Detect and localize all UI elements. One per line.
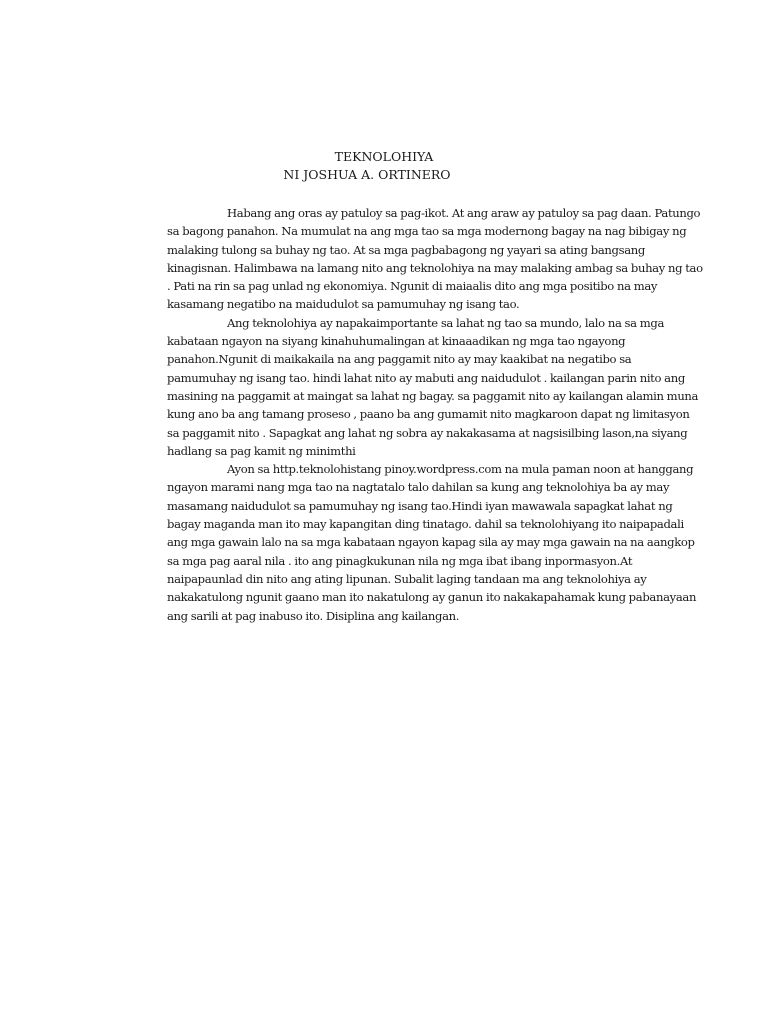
paragraph-1: Habang ang oras ay patuloy sa pag-ikot. At ang araw ay patuloy sa pag daan. Patungo sa bagong panahon. Na mumulat na ang mga tao sa mga modernong bagay na nag bibigay ng malaking tulong sa buhay ng tao. At sa mga pagbabagong ng yayari sa ating bangsang kinagisnan. Halimbawa na lamang nito ang teknolohiya na may malaking ambag sa buhay ng tao . Pati na rin sa pag unlad ng ekonomiya. Ngunit di maiaalis dito ang mga positibo na may kasamang negatibo na maidudulot sa pamumuhay ng isang tao. [167,206,703,312]
document-body [167,204,703,625]
document-title: TEKNOLOHIYA [334,149,434,164]
title-block [0,148,768,184]
paragraph-2: Ang teknolohiya ay napakaimportante sa lahat ng tao sa mundo, lalo na sa mga kabataan ngayon na siyang kinahuhumalingan at kinaaadikan ng mga tao ngayong panahon.Ngunit di maikakaila na ang paggamit nito ay may kaakibat na negatibo sa pamumuhay ng isang tao. hindi lahat nito ay mabuti ang naidudulot . kailangan parin nito ang masining na paggamit at maingat sa lahat ng bagay. sa paggamit nito ay kailangan alamin muna kung ano ba ang tamang proseso , paano ba ang gumamit nito magkaroon dapat ng limitasyon sa paggamit nito . Sapagkat ang lahat ng sobra ay nakakasama at nagsisilbing lason,na siyang hadlang sa pag kamit ng minimthi [167,315,699,458]
paragraph-3: Ayon sa http.teknolohistang pinoy.wordpress.com na mula paman noon at hanggang ngayon marami nang mga tao na nagtatalo talo dahilan sa kung ang teknolohiya ba ay may masamang naidudulot sa pamumuhay ng isang tao.Hindi iyan mawawala sapagkat lahat ng bagay maganda man ito may kapangitan ding tinatago. dahil sa teknolohiyang ito naipapadali ang mga gawain lalo na sa mga kabataan ngayon kapag sila ay may mga gawain na na aangkop sa mga pag aaral nila . ito ang pinagkukunan nila ng mga ibat ibang inpormasyon.At naipapaunlad din nito ang ating lipunan. Subalit laging tandaan ma ang teknolohiya ay nakakatulong ngunit gaano man ito nakatulong ay ganun ito nakakapahamak kung pabanayaan ang sarili at pag inabuso ito. Disiplina ang kailangan. [167,462,697,623]
document-author: NI JOSHUA A. ORTINERO [283,167,451,182]
